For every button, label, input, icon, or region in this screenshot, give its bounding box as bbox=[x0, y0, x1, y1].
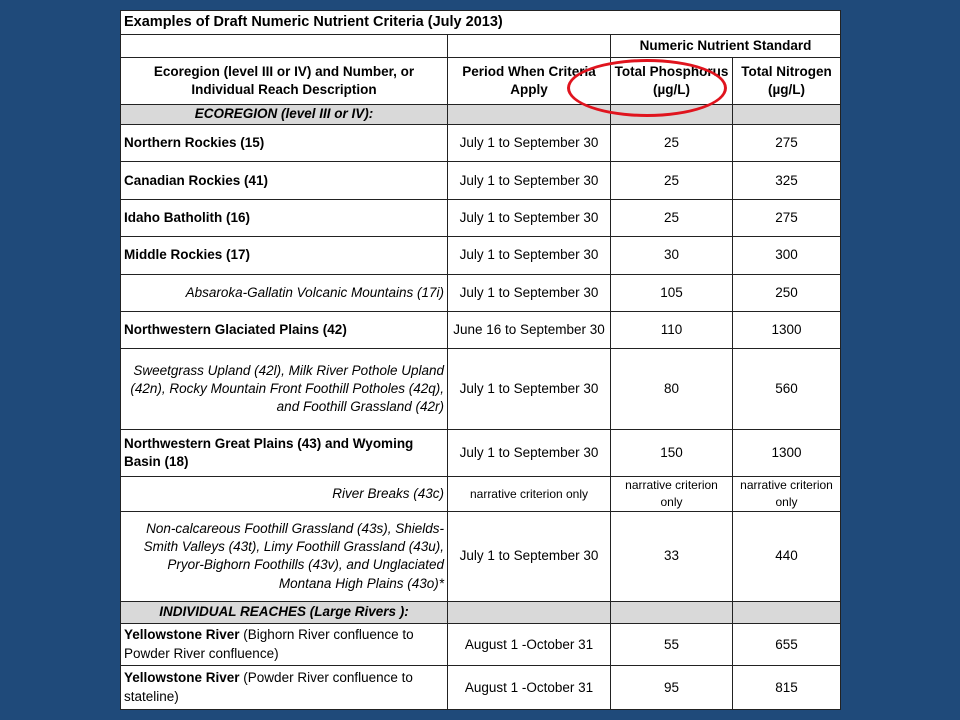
tp-cell: 95 bbox=[611, 666, 733, 710]
table-row bbox=[121, 162, 841, 199]
tp-header: Total Phosphorus (µg/L) bbox=[611, 58, 733, 104]
tp-cell: 105 bbox=[611, 274, 733, 311]
tn-cell: 300 bbox=[733, 237, 841, 274]
region-name: Canadian Rockies (41) bbox=[121, 162, 448, 199]
period-cell: July 1 to September 30 bbox=[448, 125, 611, 162]
reach-extent: (Powder River confluence to stateline) bbox=[124, 670, 413, 704]
period-cell: August 1 -October 31 bbox=[448, 666, 611, 710]
region-name: Middle Rockies (17) bbox=[121, 237, 448, 274]
tp-cell: narrative criterion only bbox=[611, 476, 733, 511]
table-row bbox=[121, 430, 841, 476]
tp-cell: 25 bbox=[611, 162, 733, 199]
tp-cell: 25 bbox=[611, 199, 733, 236]
tn-cell: 655 bbox=[733, 623, 841, 665]
reach-name: Yellowstone River bbox=[124, 627, 240, 643]
period-cell: narrative criterion only bbox=[448, 476, 611, 511]
tn-cell: 275 bbox=[733, 199, 841, 236]
reach-description bbox=[121, 623, 448, 665]
region-name: Absaroka-Gallatin Volcanic Mountains (17i) bbox=[121, 274, 448, 311]
tp-cell: 150 bbox=[611, 430, 733, 476]
tn-cell: narrative criterion only bbox=[733, 476, 841, 511]
period-cell: July 1 to September 30 bbox=[448, 511, 611, 601]
period-cell: August 1 -October 31 bbox=[448, 623, 611, 665]
criteria-sheet bbox=[120, 10, 840, 710]
tp-cell: 55 bbox=[611, 623, 733, 665]
tn-cell: 1300 bbox=[733, 311, 841, 348]
region-name: Sweetgrass Upland (42l), Milk River Pothole Upland (42n), Rocky Mountain Front Foothill Potholes (42q), and Foothill Grassland (42r) bbox=[121, 349, 448, 430]
reach-description bbox=[121, 666, 448, 710]
tn-cell: 325 bbox=[733, 162, 841, 199]
table-row bbox=[121, 311, 841, 348]
tn-cell: 440 bbox=[733, 511, 841, 601]
table-title: Examples of Draft Numeric Nutrient Criteria (July 2013) bbox=[121, 11, 611, 35]
tp-cell: 30 bbox=[611, 237, 733, 274]
ecoregion-header: Ecoregion (level III or IV) and Number, or Individual Reach Description bbox=[121, 58, 448, 104]
period-cell: July 1 to September 30 bbox=[448, 199, 611, 236]
period-cell: June 16 to September 30 bbox=[448, 311, 611, 348]
region-name: Northwestern Glaciated Plains (42) bbox=[121, 311, 448, 348]
tp-cell: 25 bbox=[611, 125, 733, 162]
group-header-row bbox=[121, 35, 841, 58]
table-row bbox=[121, 125, 841, 162]
table-row bbox=[121, 274, 841, 311]
tn-cell: 560 bbox=[733, 349, 841, 430]
column-header-row bbox=[121, 58, 841, 104]
period-header: Period When Criteria Apply bbox=[448, 58, 611, 104]
region-name: River Breaks (43c) bbox=[121, 476, 448, 511]
region-name: Northern Rockies (15) bbox=[121, 125, 448, 162]
tp-cell: 33 bbox=[611, 511, 733, 601]
period-cell: July 1 to September 30 bbox=[448, 237, 611, 274]
tn-header: Total Nitrogen (µg/L) bbox=[733, 58, 841, 104]
tn-cell: 815 bbox=[733, 666, 841, 710]
region-name: Northwestern Great Plains (43) and Wyoming Basin (18) bbox=[121, 430, 448, 476]
tn-cell: 275 bbox=[733, 125, 841, 162]
section-row-ecoregion bbox=[121, 104, 841, 124]
period-cell: July 1 to September 30 bbox=[448, 430, 611, 476]
title-row bbox=[121, 11, 841, 35]
section-ecoregion-label: ECOREGION (level III or IV): bbox=[121, 104, 448, 124]
period-cell: July 1 to September 30 bbox=[448, 349, 611, 430]
table-row bbox=[121, 237, 841, 274]
nutrient-criteria-table bbox=[120, 10, 841, 710]
table-row bbox=[121, 199, 841, 236]
tn-cell: 250 bbox=[733, 274, 841, 311]
table-row bbox=[121, 623, 841, 665]
section-reaches-label: INDIVIDUAL REACHES (Large Rivers ): bbox=[121, 601, 448, 623]
reach-extent: (Bighorn River confluence to Powder River confluence) bbox=[124, 627, 414, 661]
table-row bbox=[121, 349, 841, 430]
section-row-reaches bbox=[121, 601, 841, 623]
table-row bbox=[121, 511, 841, 601]
tp-cell: 80 bbox=[611, 349, 733, 430]
table-row bbox=[121, 666, 841, 710]
region-name: Non-calcareous Foothill Grassland (43s), Shields-Smith Valleys (43t), Limy Foothill Grassland (43u), Pryor-Bighorn Foothills (43v), and Unglaciated Montana High Plains (43o)* bbox=[121, 511, 448, 601]
tp-cell: 110 bbox=[611, 311, 733, 348]
period-cell: July 1 to September 30 bbox=[448, 162, 611, 199]
region-name: Idaho Batholith (16) bbox=[121, 199, 448, 236]
period-cell: July 1 to September 30 bbox=[448, 274, 611, 311]
reach-name: Yellowstone River bbox=[124, 670, 240, 686]
group-header: Numeric Nutrient Standard bbox=[611, 35, 841, 58]
tn-cell: 1300 bbox=[733, 430, 841, 476]
table-row bbox=[121, 476, 841, 511]
